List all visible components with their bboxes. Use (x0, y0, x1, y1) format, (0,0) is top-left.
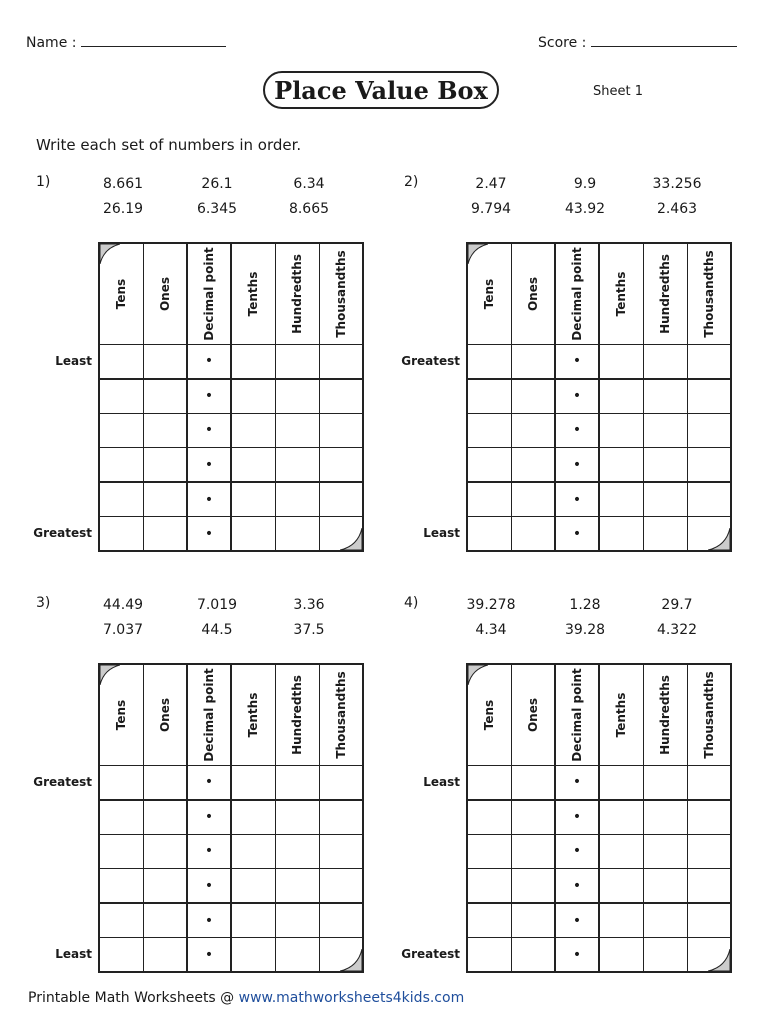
column-header-label: Tens (482, 278, 497, 309)
column-header-label: Hundredths (658, 253, 672, 334)
column-header-label: Ones (525, 697, 540, 732)
decimal-point-cell: • (555, 482, 599, 517)
corner-curl-icon (468, 665, 488, 685)
place-value-grid (466, 242, 732, 552)
digit-cell[interactable] (99, 482, 143, 517)
column-header-label: Tens (114, 278, 129, 309)
digit-cell[interactable] (467, 765, 511, 800)
digit-cell[interactable] (687, 765, 731, 800)
footer-text: Printable Math Worksheets @ (28, 990, 239, 1006)
digit-cell[interactable] (687, 834, 731, 869)
place-value-grid (466, 663, 732, 973)
digit-cell[interactable] (319, 379, 363, 414)
column-header (511, 664, 555, 765)
digit-cell[interactable] (643, 413, 687, 448)
digit-cell[interactable] (687, 903, 731, 938)
given-number: 26.19 (102, 201, 144, 217)
digit-cell[interactable] (511, 448, 555, 483)
digit-cell[interactable] (99, 379, 143, 414)
row-label-bottom: Greatest (401, 947, 460, 961)
row-label-bottom: Greatest (33, 526, 92, 540)
digit-cell[interactable] (467, 517, 511, 552)
digit-cell[interactable] (275, 869, 319, 904)
decimal-point-cell: • (555, 379, 599, 414)
row-label-top: Greatest (401, 354, 460, 368)
grid-row (467, 800, 731, 835)
digit-cell[interactable] (511, 800, 555, 835)
digit-cell[interactable] (467, 800, 511, 835)
digit-cell[interactable] (643, 517, 687, 552)
problem-number: 4) (404, 595, 419, 611)
digit-cell[interactable] (275, 379, 319, 414)
decimal-point-cell: • (187, 344, 231, 379)
digit-cell[interactable] (599, 517, 643, 552)
corner-curl-icon (340, 949, 362, 971)
column-header (467, 664, 511, 765)
digit-cell[interactable] (319, 869, 363, 904)
decimal-point-cell: • (555, 938, 599, 973)
given-number: 2.463 (656, 201, 698, 217)
column-header (555, 664, 599, 765)
digit-cell[interactable] (467, 379, 511, 414)
column-header-label: Decimal point (202, 668, 216, 762)
column-header (275, 664, 319, 765)
decimal-point-cell: • (555, 517, 599, 552)
decimal-point-cell: • (187, 834, 231, 869)
row-label-bottom: Least (423, 526, 460, 540)
column-header (643, 243, 687, 344)
column-header-label: Thousandths (333, 250, 348, 338)
column-header (687, 243, 731, 344)
column-header-label: Hundredths (290, 674, 304, 755)
problem-number: 3) (36, 595, 51, 611)
column-header (511, 243, 555, 344)
column-header-label: Thousandths (333, 671, 348, 759)
column-header-label: Tens (482, 699, 497, 730)
given-number: 3.36 (293, 597, 325, 613)
digit-cell[interactable] (319, 800, 363, 835)
digit-cell[interactable] (687, 800, 731, 835)
digit-cell[interactable] (231, 869, 275, 904)
digit-cell[interactable] (275, 482, 319, 517)
decimal-point-cell: • (555, 448, 599, 483)
digit-cell[interactable] (275, 903, 319, 938)
given-number: 39.28 (564, 622, 606, 638)
corner-curl-icon (100, 244, 120, 264)
digit-cell[interactable] (143, 903, 187, 938)
digit-cell[interactable] (319, 413, 363, 448)
place-value-grid (98, 663, 364, 973)
digit-cell[interactable] (319, 344, 363, 379)
digit-cell[interactable] (319, 482, 363, 517)
digit-cell[interactable] (231, 482, 275, 517)
decimal-point-cell: • (187, 869, 231, 904)
grid-row (99, 869, 363, 904)
row-label-top: Least (423, 775, 460, 789)
column-header-label: Decimal point (202, 247, 216, 341)
column-header-label: Tenths (614, 692, 629, 738)
grid-row (99, 448, 363, 483)
column-header (467, 243, 511, 344)
decimal-point-cell: • (187, 413, 231, 448)
digit-cell[interactable] (143, 482, 187, 517)
decimal-point-cell: • (555, 800, 599, 835)
digit-cell[interactable] (511, 938, 555, 973)
digit-cell[interactable] (643, 903, 687, 938)
digit-cell[interactable] (319, 765, 363, 800)
decimal-point-cell: • (555, 869, 599, 904)
digit-cell[interactable] (643, 869, 687, 904)
decimal-point-cell: • (187, 903, 231, 938)
corner-curl-icon (708, 528, 730, 550)
column-header-label: Thousandths (701, 250, 716, 338)
digit-cell[interactable] (231, 344, 275, 379)
column-header-label: Decimal point (570, 247, 584, 341)
digit-cell[interactable] (643, 765, 687, 800)
column-header (143, 664, 187, 765)
column-header-label: Tenths (614, 271, 629, 317)
corner-curl-icon (708, 949, 730, 971)
name-field (26, 34, 226, 51)
digit-cell[interactable] (319, 938, 363, 973)
grid-row (99, 938, 363, 973)
name-line[interactable] (81, 34, 226, 47)
column-header (231, 664, 275, 765)
digit-cell[interactable] (99, 800, 143, 835)
digit-cell[interactable] (687, 413, 731, 448)
digit-cell[interactable] (319, 517, 363, 552)
digit-cell[interactable] (143, 448, 187, 483)
digit-cell[interactable] (143, 413, 187, 448)
digit-cell[interactable] (599, 482, 643, 517)
digit-cell[interactable] (599, 800, 643, 835)
column-header-label: Tenths (246, 692, 261, 738)
column-header (643, 664, 687, 765)
digit-cell[interactable] (687, 938, 731, 973)
column-header (319, 664, 363, 765)
column-header (187, 243, 231, 344)
grid-row (99, 413, 363, 448)
digit-cell[interactable] (143, 379, 187, 414)
digit-cell[interactable] (687, 517, 731, 552)
digit-cell[interactable] (643, 379, 687, 414)
digit-cell[interactable] (143, 517, 187, 552)
corner-curl-icon (468, 244, 488, 264)
digit-cell[interactable] (275, 938, 319, 973)
digit-cell[interactable] (275, 344, 319, 379)
grid-row (99, 903, 363, 938)
column-header (275, 243, 319, 344)
row-label-top: Greatest (33, 775, 92, 789)
digit-cell[interactable] (99, 344, 143, 379)
digit-cell[interactable] (231, 903, 275, 938)
digit-cell[interactable] (599, 448, 643, 483)
digit-cell[interactable] (643, 800, 687, 835)
given-number: 2.47 (475, 176, 507, 192)
column-header-label: Tens (114, 699, 129, 730)
digit-cell[interactable] (643, 344, 687, 379)
given-number: 1.28 (569, 597, 601, 613)
row-label-top: Least (55, 354, 92, 368)
digit-cell[interactable] (511, 765, 555, 800)
given-number: 37.5 (293, 622, 325, 638)
given-number: 44.5 (201, 622, 233, 638)
grid-row (99, 765, 363, 800)
digit-cell[interactable] (599, 834, 643, 869)
column-header (231, 243, 275, 344)
given-number: 29.7 (661, 597, 693, 613)
digit-cell[interactable] (643, 482, 687, 517)
digit-cell[interactable] (275, 413, 319, 448)
grid-row (99, 344, 363, 379)
column-header-label: Hundredths (290, 253, 304, 334)
footer (28, 990, 464, 1006)
grid-row (467, 903, 731, 938)
column-header (143, 243, 187, 344)
digit-cell[interactable] (511, 413, 555, 448)
digit-cell[interactable] (467, 413, 511, 448)
digit-cell[interactable] (99, 869, 143, 904)
digit-cell[interactable] (143, 344, 187, 379)
digit-cell[interactable] (643, 834, 687, 869)
footer-link[interactable]: www.mathworksheets4kids.com (238, 990, 465, 1006)
decimal-point-cell: • (555, 413, 599, 448)
digit-cell[interactable] (275, 800, 319, 835)
given-number: 8.665 (288, 201, 330, 217)
digit-cell[interactable] (143, 800, 187, 835)
given-number: 39.278 (466, 597, 516, 613)
digit-cell[interactable] (511, 903, 555, 938)
given-number: 9.794 (470, 201, 512, 217)
given-number: 9.9 (573, 176, 597, 192)
given-number: 6.34 (293, 176, 325, 192)
decimal-point-cell: • (187, 765, 231, 800)
given-number: 33.256 (652, 176, 702, 192)
digit-cell[interactable] (467, 903, 511, 938)
grid-row (99, 517, 363, 552)
digit-cell[interactable] (143, 765, 187, 800)
decimal-point-cell: • (187, 482, 231, 517)
digit-cell[interactable] (687, 379, 731, 414)
digit-cell[interactable] (231, 448, 275, 483)
digit-cell[interactable] (511, 379, 555, 414)
column-header (555, 243, 599, 344)
column-header-label: Thousandths (701, 671, 716, 759)
digit-cell[interactable] (275, 765, 319, 800)
digit-cell[interactable] (511, 482, 555, 517)
digit-cell[interactable] (687, 448, 731, 483)
digit-cell[interactable] (99, 448, 143, 483)
place-value-grid (98, 242, 364, 552)
digit-cell[interactable] (467, 834, 511, 869)
digit-cell[interactable] (99, 903, 143, 938)
column-header (99, 664, 143, 765)
column-header (319, 243, 363, 344)
grid-row (467, 517, 731, 552)
digit-cell[interactable] (99, 834, 143, 869)
score-line[interactable] (591, 34, 737, 47)
decimal-point-cell: • (187, 800, 231, 835)
digit-cell[interactable] (275, 834, 319, 869)
grid-row (99, 800, 363, 835)
digit-cell[interactable] (687, 344, 731, 379)
given-number: 4.34 (475, 622, 507, 638)
grid-row (467, 448, 731, 483)
digit-cell[interactable] (511, 344, 555, 379)
digit-cell[interactable] (99, 765, 143, 800)
given-number: 8.661 (102, 176, 144, 192)
column-header-label: Ones (157, 276, 172, 311)
column-header-label: Hundredths (658, 674, 672, 755)
grid-row (99, 482, 363, 517)
given-number: 7.037 (102, 622, 144, 638)
column-header (599, 243, 643, 344)
column-header (187, 664, 231, 765)
digit-cell[interactable] (643, 448, 687, 483)
page-title: Place Value Box (263, 71, 499, 109)
digit-cell[interactable] (467, 482, 511, 517)
column-header-label: Decimal point (570, 668, 584, 762)
digit-cell[interactable] (643, 938, 687, 973)
grid-row (99, 379, 363, 414)
decimal-point-cell: • (187, 517, 231, 552)
given-number: 43.92 (564, 201, 606, 217)
problem-number: 2) (404, 174, 419, 190)
column-header-label: Ones (525, 276, 540, 311)
digit-cell[interactable] (599, 379, 643, 414)
digit-cell[interactable] (467, 448, 511, 483)
digit-cell[interactable] (599, 869, 643, 904)
decimal-point-cell: • (555, 344, 599, 379)
digit-cell[interactable] (511, 869, 555, 904)
digit-cell[interactable] (319, 903, 363, 938)
grid-row (467, 379, 731, 414)
digit-cell[interactable] (231, 834, 275, 869)
digit-cell[interactable] (467, 869, 511, 904)
decimal-point-cell: • (187, 448, 231, 483)
digit-cell[interactable] (599, 413, 643, 448)
grid-row (467, 482, 731, 517)
grid-row (467, 413, 731, 448)
grid-row (467, 869, 731, 904)
column-header (599, 664, 643, 765)
digit-cell[interactable] (143, 938, 187, 973)
grid-row (467, 834, 731, 869)
given-number: 4.322 (656, 622, 698, 638)
digit-cell[interactable] (319, 834, 363, 869)
corner-curl-icon (100, 665, 120, 685)
column-header-label: Tenths (246, 271, 261, 317)
grid-row (467, 938, 731, 973)
grid-row (467, 344, 731, 379)
digit-cell[interactable] (231, 413, 275, 448)
given-number: 44.49 (102, 597, 144, 613)
digit-cell[interactable] (231, 517, 275, 552)
decimal-point-cell: • (555, 834, 599, 869)
instructions: Write each set of numbers in order. (36, 136, 302, 154)
digit-cell[interactable] (599, 903, 643, 938)
digit-cell[interactable] (687, 869, 731, 904)
column-header (687, 664, 731, 765)
decimal-point-cell: • (555, 765, 599, 800)
digit-cell[interactable] (99, 938, 143, 973)
decimal-point-cell: • (187, 938, 231, 973)
digit-cell[interactable] (99, 517, 143, 552)
score-field (538, 34, 737, 51)
digit-cell[interactable] (275, 448, 319, 483)
decimal-point-cell: • (555, 903, 599, 938)
name-label: Name : (26, 35, 77, 51)
digit-cell[interactable] (231, 379, 275, 414)
decimal-point-cell: • (187, 379, 231, 414)
given-number: 6.345 (196, 201, 238, 217)
digit-cell[interactable] (599, 765, 643, 800)
digit-cell[interactable] (275, 517, 319, 552)
digit-cell[interactable] (143, 869, 187, 904)
column-header (99, 243, 143, 344)
digit-cell[interactable] (319, 448, 363, 483)
column-header-label: Ones (157, 697, 172, 732)
given-number: 26.1 (201, 176, 233, 192)
digit-cell[interactable] (599, 938, 643, 973)
sheet-label: Sheet 1 (593, 84, 643, 99)
digit-cell[interactable] (467, 344, 511, 379)
problem-number: 1) (36, 174, 51, 190)
digit-cell[interactable] (99, 413, 143, 448)
given-number: 7.019 (196, 597, 238, 613)
digit-cell[interactable] (231, 938, 275, 973)
digit-cell[interactable] (511, 517, 555, 552)
digit-cell[interactable] (143, 834, 187, 869)
row-label-bottom: Least (55, 947, 92, 961)
digit-cell[interactable] (599, 344, 643, 379)
grid-row (467, 765, 731, 800)
grid-row (99, 834, 363, 869)
corner-curl-icon (340, 528, 362, 550)
score-label: Score : (538, 35, 587, 51)
digit-cell[interactable] (511, 834, 555, 869)
digit-cell[interactable] (687, 482, 731, 517)
digit-cell[interactable] (231, 800, 275, 835)
digit-cell[interactable] (467, 938, 511, 973)
digit-cell[interactable] (231, 765, 275, 800)
